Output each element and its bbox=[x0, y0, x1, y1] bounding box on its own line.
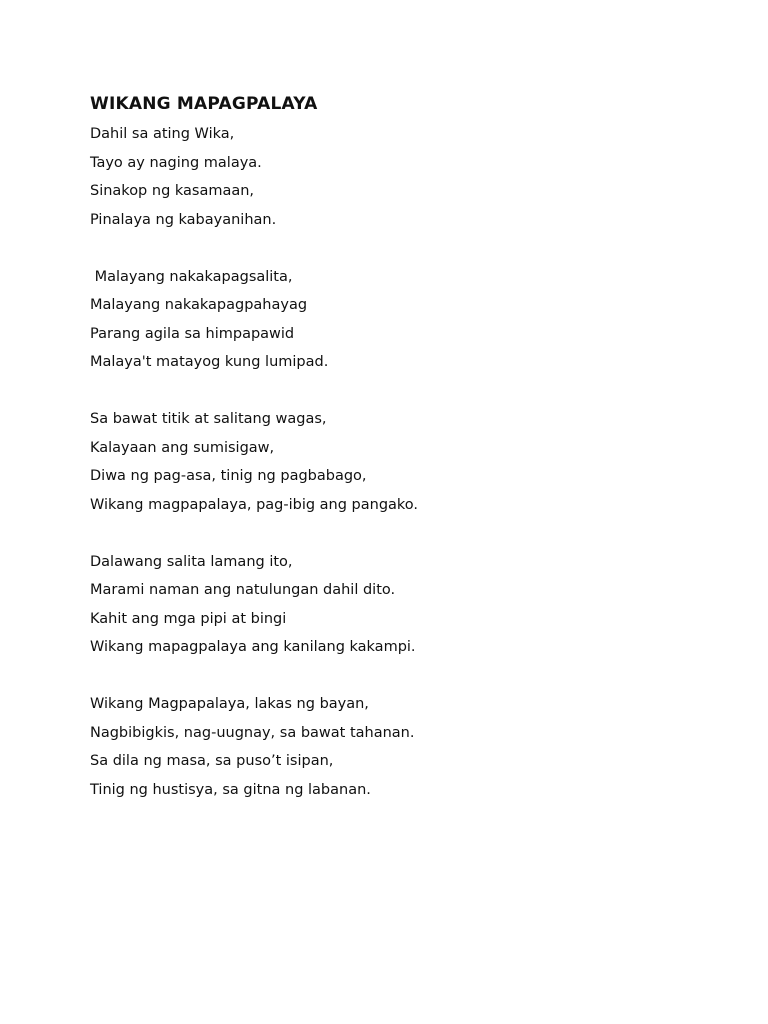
poem-line: Sinakop ng kasamaan, bbox=[90, 183, 255, 199]
poem-line: Wikang mapagpalaya ang kanilang kakampi. bbox=[90, 639, 416, 655]
stanza-3 bbox=[90, 405, 730, 519]
poem-line: Nagbibigkis, nag-uugnay, sa bawat tahanan. bbox=[90, 724, 415, 741]
stanza-1 bbox=[90, 120, 730, 234]
poem-line: Kahit ang mga pipi at bingi bbox=[90, 610, 287, 627]
stanza-2 bbox=[90, 263, 730, 377]
poem-title: WIKANG MAPAGPALAYA bbox=[90, 94, 318, 114]
poem-line: Marami naman ang natulungan dahil dito. bbox=[90, 582, 396, 598]
poem-line: Kalayaan ang sumisigaw, bbox=[90, 439, 275, 456]
poem-line: Malayang nakakapagsalita, bbox=[90, 268, 293, 285]
poem-line: Malaya't matayog kung lumipad. bbox=[90, 354, 329, 370]
poem-line: Dalawang salita lamang ito, bbox=[90, 553, 293, 570]
poem-line: Pinalaya ng kabayanihan. bbox=[90, 211, 277, 228]
poem-line: Wikang magpapalaya, pag-ibig ang pangako. bbox=[90, 496, 419, 513]
stanza-4 bbox=[90, 548, 730, 662]
poem-line: Sa bawat titik at salitang wagas, bbox=[90, 411, 327, 427]
poem-line: Diwa ng pag-asa, tinig ng pagbabago, bbox=[90, 468, 367, 484]
poem-line: Parang agila sa himpapawid bbox=[90, 325, 295, 342]
poem-line: Tinig ng hustisya, sa gitna ng labanan. bbox=[90, 781, 371, 798]
poem-line: Tayo ay naging malaya. bbox=[90, 154, 262, 171]
poem-line: Dahil sa ating Wika, bbox=[90, 126, 235, 142]
document-page bbox=[90, 92, 730, 833]
stanza-5 bbox=[90, 690, 730, 804]
poem-line: Sa dila ng masa, sa puso’t isipan, bbox=[90, 753, 334, 769]
poem-line: Wikang Magpapalaya, lakas ng bayan, bbox=[90, 696, 369, 712]
poem-line: Malayang nakakapagpahayag bbox=[90, 297, 308, 313]
